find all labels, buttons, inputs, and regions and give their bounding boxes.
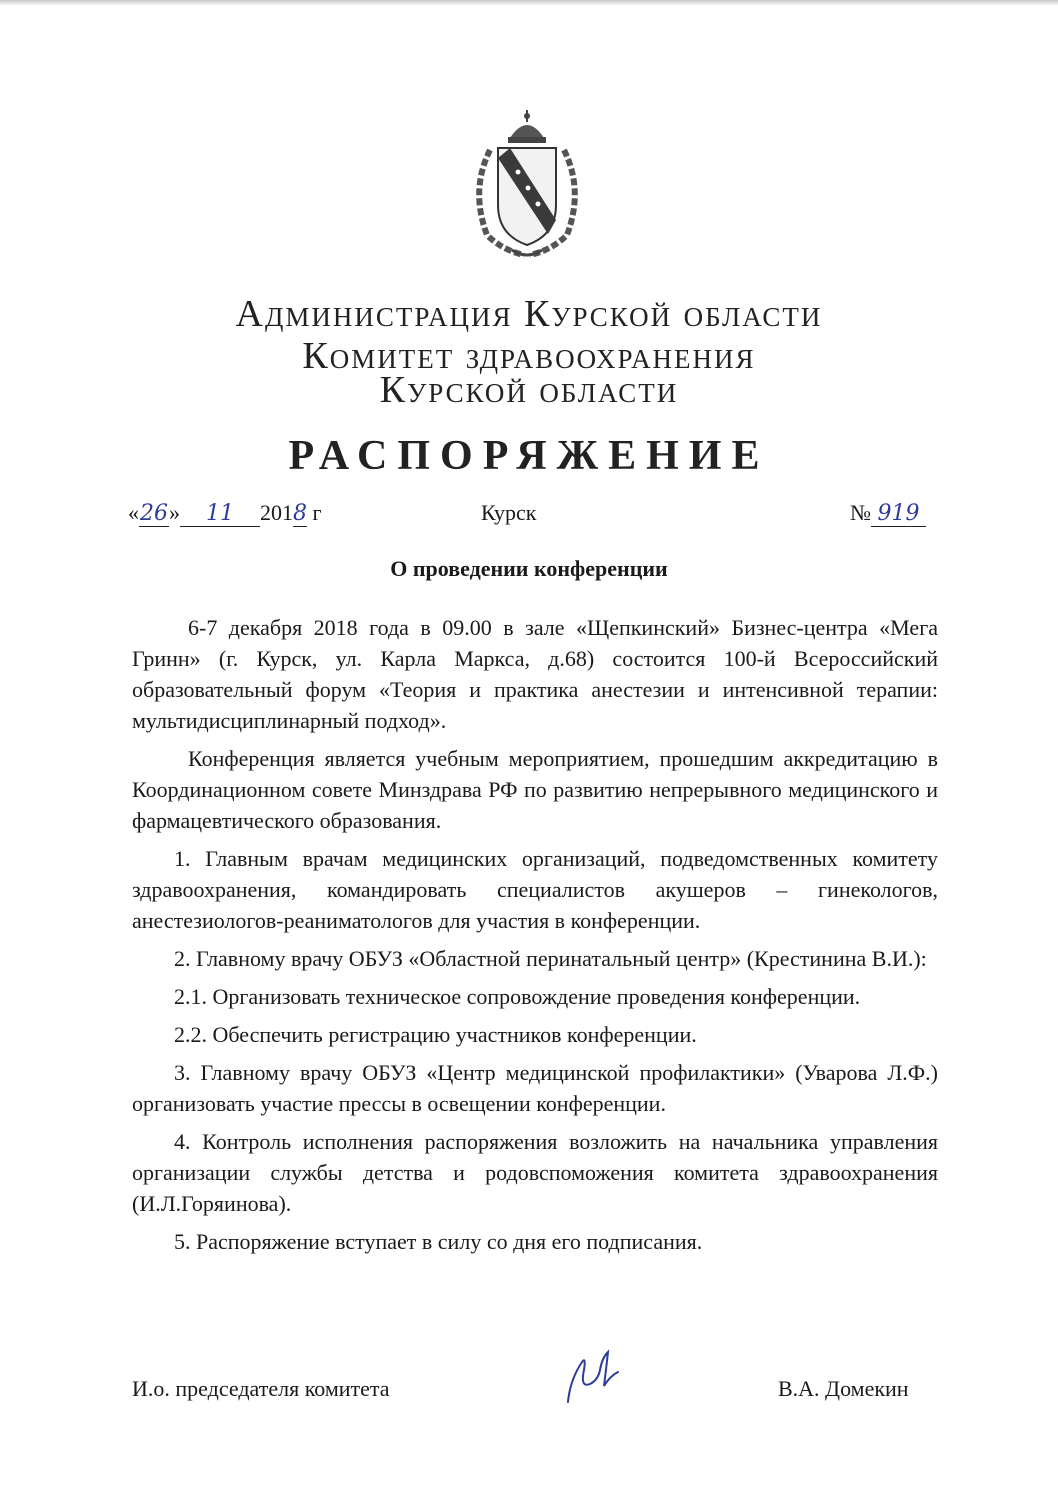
handwritten-signature	[560, 1340, 630, 1410]
document-city: Курск	[481, 500, 537, 525]
date-year-digit: 8	[293, 501, 307, 526]
scan-edge	[0, 0, 1058, 6]
date-close-quote: »	[169, 500, 180, 525]
date-year-prefix: 201	[260, 500, 293, 525]
paragraph-item-3: 3. Главному врачу ОБУЗ «Центр медицинской профилактики» (Уварова Л.Ф.) организовать участие прессы в освещении конференции.	[132, 1060, 938, 1116]
signatory-role: И.о. председателя комитета	[132, 1376, 390, 1401]
document-number	[850, 500, 926, 527]
paragraph-intro: 6-7 декабря 2018 года в 09.00 в зале «Щепкинский» Бизнес-центра «Мега Гринн» (г. Курск, ул. Карла Маркса, д.68) состоится 100-й Всероссийский образовательный форум «Теория и практика анестезии и интенсивной терапии: мультидисциплинарный подход».	[132, 615, 938, 733]
date-day: 26	[140, 501, 168, 526]
paragraph-item-1: 1. Главным врачам медицинских организаций, подведомственных комитету здравоохранения, командировать специалистов акушеров – гинекологов, анестезиологов-реаниматологов для участия в конференции.	[132, 846, 938, 933]
paragraph-accreditation: Конференция является учебным мероприятием, прошедшим аккредитацию в Координационном совете Минздрава РФ по развитию непрерывного медицинского и фармацевтического образования.	[132, 746, 938, 833]
header-line-2: Комитет здравоохранения	[302, 335, 756, 377]
date-open-quote: «	[128, 500, 139, 525]
paragraph-item-4: 4. Контроль исполнения распоряжения возложить на начальника управления организации службы детства и родовспоможения комитета здравоохранения (И.Л.Горяинова).	[132, 1129, 938, 1216]
date-month: 11	[180, 501, 260, 527]
signatory-name: В.А. Домекин	[778, 1376, 909, 1401]
date-suffix: г	[312, 500, 322, 525]
document-body	[132, 612, 938, 1264]
document-title: О проведении конференции	[390, 556, 668, 581]
paragraph-item-2-2: 2.2. Обеспечить регистрацию участников конференции.	[174, 1022, 697, 1047]
document-type: РАСПОРЯЖЕНИЕ	[288, 433, 770, 479]
paragraph-item-2: 2. Главному врачу ОБУЗ «Областной перинатальный центр» (Крестинина В.И.):	[174, 946, 927, 971]
header-line-1: Администрация Курской области	[235, 293, 823, 335]
coat-of-arms-icon	[462, 110, 592, 260]
paragraph-item-2-1: 2.1. Организовать техническое сопровождение проведения конференции.	[174, 984, 861, 1009]
paragraph-item-5: 5. Распоряжение вступает в силу со дня его подписания.	[174, 1229, 703, 1254]
number-label: №	[850, 500, 871, 525]
document-date	[128, 500, 322, 527]
header-line-3: Курской области	[379, 369, 679, 411]
number-value: 919	[871, 501, 926, 527]
